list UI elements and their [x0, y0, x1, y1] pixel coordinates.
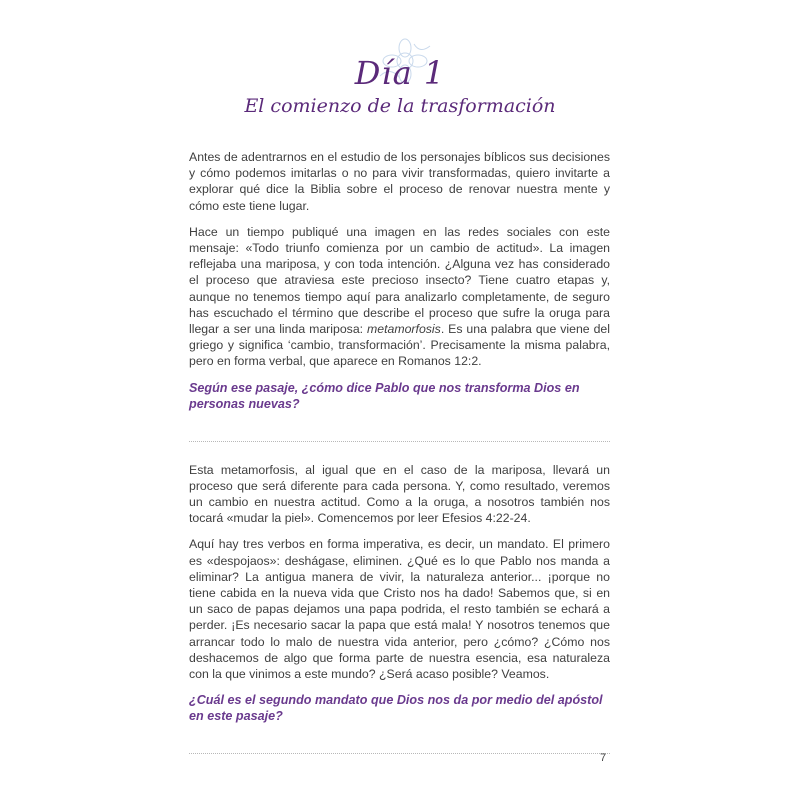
- chapter-subtitle: El comienzo de la trasformación: [244, 95, 556, 117]
- question-1: Según ese pasaje, ¿cómo dice Pablo que nos transforma Dios en personas nuevas?: [189, 380, 580, 411]
- metamorfosis-term: metamorfosis: [367, 322, 441, 337]
- paragraph-metamorphosis: Esta metamorfosis, al igual que en el caso de la mariposa, llevará un proceso que será diferente para cada persona. Y, como resultado, veremos un cambio en nuestra actitud. Como a la oruga, a nosotros también nos tocará «mudar la piel». Comencemos por leer Efesios 4:22-24.: [189, 462, 610, 526]
- body-text: [189, 149, 610, 774]
- day-title: Día 1: [354, 54, 446, 92]
- paragraph-butterfly-part1: Hace un tiempo publiqué una imagen en las redes sociales con este mensaje: «Todo triunfo comienza por un cambio de actitud». La imagen reflejaba una mariposa, y con toda intención. ¿Alguna vez has considerado el proceso que atraviesa este precioso insecto? Tiene cuatro etapas y, aunque no tenemos tiempo aquí para analizarlo completamente, de seguro has escuchado el término que describe el proceso que sufre la oruga para llegar a ser una linda mariposa:: [189, 224, 610, 337]
- paragraph-butterfly: [189, 224, 610, 370]
- paragraph-intro: Antes de adentrarnos en el estudio de los personajes bíblicos sus decisiones y cómo podemos imitarlas o no para vivir transformadas, quiero invitarte a explorar qué dice la Biblia sobre el proceso de renovar nuestra mente y cómo este tiene lugar.: [189, 150, 610, 213]
- question-2: ¿Cuál es el segundo mandato que Dios nos da por medio del apóstol en este pasaje?: [189, 693, 603, 724]
- answer-line-1[interactable]: [189, 440, 610, 442]
- page-number: 7: [600, 752, 607, 764]
- paragraph-imperatives: Aquí hay tres verbos en forma imperativa, es decir, un mandato. El primero es «despojaos»: deshágase, eliminen. ¿Qué es lo que Pablo nos manda a eliminar? La antigua manera de vivir, la naturaleza anterior... ¡porque no tiene cabida en la nueva vida que Cristo nos ha dado! Sabemos que, si en un saco de papas dejamos una papa podrida, el resto también se echará a perder. ¡Es necesario sacar la papa que está mala! Y nosotros tenemos que arrancar todo lo malo de nuestra vida anterior, pero ¿cómo? ¿Cómo nos deshacemos de algo que forma parte de nuestra esencia, esa naturaleza con la que vinimos a este mundo? ¿Será acaso posible? Veamos.: [189, 537, 610, 682]
- paragraph-butterfly-part2: . Es una palabra que viene del griego y significa ‘cambio, transformación’. Precisamente la misma palabra, pero en forma verbal, que aparece en Romanos 12:2.: [189, 322, 610, 369]
- answer-line-2[interactable]: [189, 752, 610, 754]
